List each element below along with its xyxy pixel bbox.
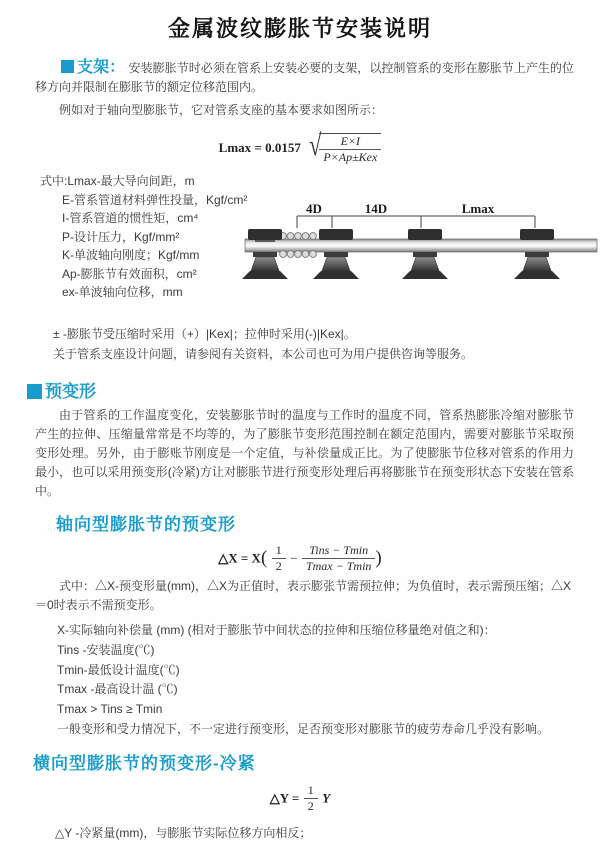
half-fraction — [272, 544, 286, 573]
predeform-heading-label: 预变形 — [45, 382, 96, 401]
axial-formula-lhs: △X = X — [218, 550, 261, 566]
guide-support-icon — [402, 229, 448, 279]
support-intro-text: 安装膨胀节时必须在管系上安装必要的支架，以控制管系的变形在膨胀节上产生的位移方向并限制在膨胀节的额定位移范围内。 — [35, 61, 574, 94]
lateral-half-denominator: 2 — [307, 798, 314, 813]
lateral-note-line: △Y -冷紧量(mm)，与膨胀节实际位移方向相反； — [55, 825, 312, 840]
page-title: 金属波纹膨胀节安装说明 — [167, 16, 432, 41]
lmax-formula-numerator: E×I — [319, 135, 381, 150]
temperature-fraction — [302, 544, 375, 573]
right-paren: ) — [375, 547, 382, 569]
predeform-paragraph: 由于管系的工作温度变化，安装膨胀节时的温度与工作时的温度不同，管系热膨胀冷缩对膨胀节产生的拉伸、压缩量常常是不均等的，为了膨胀节变形范围控制在额定范围内，需要对膨胀节采取预变形处理。另外，由于膨账节刚度是一个定值，与补偿量成正比。为了使膨胀节位移对管系的作用力最小，也可以采用预变形(冷紧)方让对膨胀节进行预变形处理后再将膨胀节在预变形状态下安装在管系中。 — [35, 408, 574, 498]
variable-line: 式中:Lmax-最大导向间距，m — [40, 174, 195, 188]
temperature-numerator: Tins − Tmin — [302, 544, 375, 559]
dimension-label-lmax: Lmax — [461, 201, 495, 216]
definition-line: Tmax -最高设计温 (℃) — [57, 682, 178, 697]
half-numerator: 1 — [272, 544, 286, 559]
minus-operator: − — [290, 550, 298, 566]
variable-line: E-管系管道材料弹性投量，Kgf/cm² — [62, 192, 248, 207]
lateral-formula — [0, 784, 600, 813]
section-square-icon — [61, 60, 74, 73]
lmax-formula-prefix: Lmax = 0.0157 — [218, 140, 301, 156]
left-paren: ( — [260, 547, 268, 569]
lateral-half-numerator: 1 — [304, 784, 318, 799]
variable-line: P-设计压力，Kgf/mm² — [62, 229, 180, 244]
lateral-half-fraction — [304, 784, 318, 813]
lmax-formula-fraction — [319, 135, 381, 164]
support-heading-label: 支架： — [77, 59, 126, 76]
lateral-formula-lhs: △Y = — [269, 790, 300, 806]
variables-and-diagram-block — [40, 172, 600, 324]
guide-support-icon — [514, 229, 560, 279]
consult-note: 关于管系支座设计问题，请参阅有关资料，本公司也可为用户提供咨询等服务。 — [53, 347, 474, 361]
axial-predeform-heading: 轴向型膨胀节的预变形 — [56, 515, 236, 534]
axial-explain-paragraph: 式中：△X-预变形量(mm)，△X为正值时，表示膨张节需预拉伸；为负值时，表示需预压缩；△X＝0时表示不需预变形。 — [35, 579, 571, 612]
temperature-denominator: Tmax − Tmin — [305, 559, 372, 573]
support-section-heading — [61, 59, 125, 76]
document-page — [0, 12, 600, 840]
axial-note-line: 一般变形和受力情况下，不一定进行预变形，足否预变形对膨胀节的疲劳寿命几乎没有影响。 — [57, 721, 550, 736]
variable-line: I-管系管道的惯性矩，cm⁴ — [62, 211, 199, 225]
variable-line: ex-单波轴向位移，mm — [62, 285, 183, 299]
lmax-formula — [0, 129, 600, 167]
variable-line: Ap-膨胀节有效面积，cm² — [62, 266, 197, 281]
section-square-icon — [27, 384, 42, 399]
half-denominator: 2 — [275, 559, 282, 573]
variable-line: K-单波轴向刚度；Kgf/mm — [62, 248, 200, 262]
lateral-formula-rhs: Y — [322, 790, 331, 806]
axial-formula — [0, 544, 600, 573]
axial-definitions-list — [57, 621, 600, 740]
support-intro-paragraph — [35, 58, 574, 97]
lmax-formula-denominator: P×Ap±Kex — [323, 149, 378, 164]
lateral-predeform-heading: 横向型膨胀节的预变形-冷紧 — [33, 753, 256, 773]
support-example-line: 例如对于轴向型膨胀节，它对管系支座的基本要求如图所示： — [59, 103, 384, 117]
definition-line: Tmin-最低设计温度(℃) — [57, 662, 180, 677]
definition-line: Tins -安装温度(℃) — [57, 642, 155, 657]
predeform-section-heading — [27, 377, 600, 402]
dimension-label-14d: 14D — [364, 201, 388, 216]
pipe-icon — [245, 239, 597, 252]
dimension-label-4d: 4D — [306, 201, 322, 216]
lmax-formula-radicand — [319, 133, 381, 164]
plusminus-note: ± -膨胀节受压缩时采用（+）|Kex|；拉伸时采用(-)|Kex|。 — [53, 327, 356, 341]
pipe-support-diagram — [243, 202, 599, 302]
guide-support-icon — [313, 229, 359, 279]
definition-line: Tmax > Tins ≥ Tmin — [57, 702, 163, 717]
definition-line: X-实际轴向补偿量 (mm) (相对于膨胀节中间状态的拉伸和压缩位移量绝对值之和)： — [57, 623, 496, 637]
dimension-lines — [297, 216, 535, 228]
sqrt-radical-icon: √ — [308, 129, 322, 162]
